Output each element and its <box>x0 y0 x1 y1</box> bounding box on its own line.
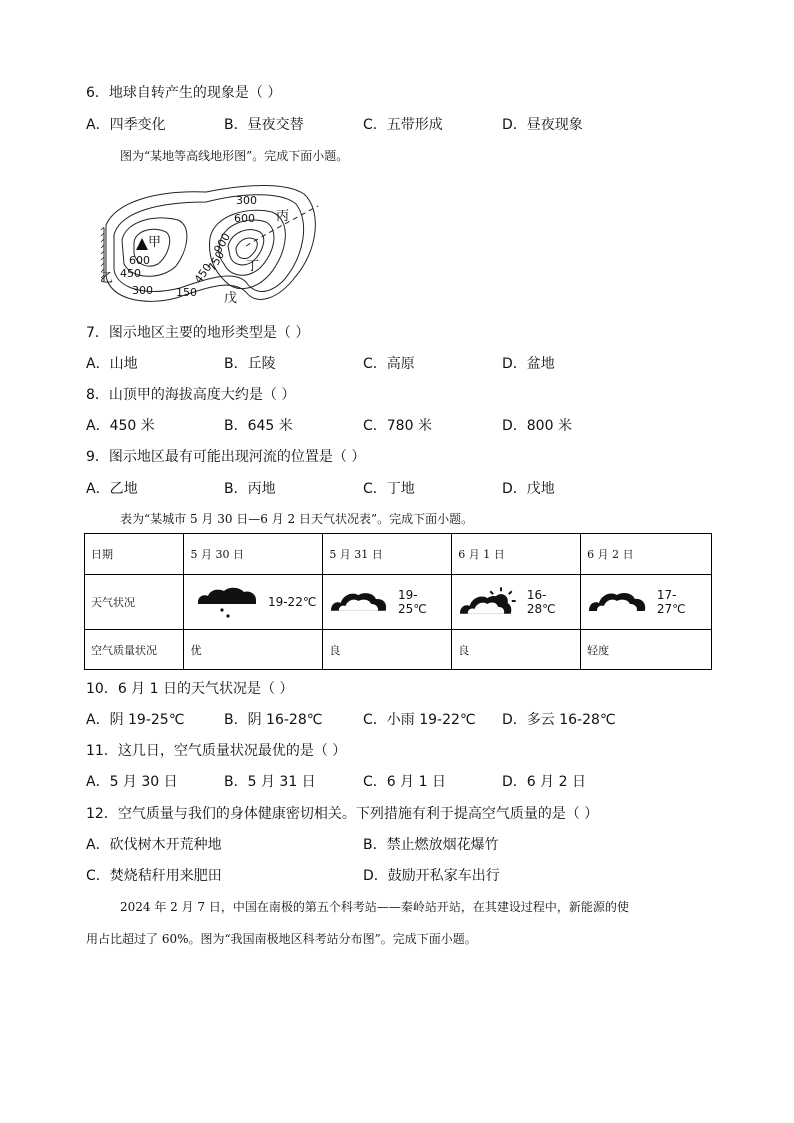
label-yi: 乙 <box>100 271 114 286</box>
date-cell: 5 月 31 日 <box>323 534 452 575</box>
peak-triangle-icon <box>136 238 148 250</box>
row-label-date: 日期 <box>85 534 184 575</box>
q11-option-d: D．6 月 2 日 <box>502 774 586 790</box>
table-intro: 表为“某城市 5 月 30 日—6 月 2 日天气状况表”。完成下面小题。 <box>120 512 474 526</box>
q11-option-b: B．5 月 31 日 <box>224 774 316 790</box>
weather-table <box>84 533 712 670</box>
date-cell: 6 月 1 日 <box>452 534 581 575</box>
q11-option-a: A．5 月 30 日 <box>86 774 178 790</box>
q10-option-a: A．阴 19-25℃ <box>86 712 185 728</box>
question-12-stem: 12．空气质量与我们的身体健康密切相关。下列措施有利于提高空气质量的是（ ） <box>86 806 599 822</box>
air-quality-cell: 优 <box>184 630 323 670</box>
label-bing: 丙 <box>276 209 290 224</box>
weather-cell <box>581 575 712 630</box>
q6-option-b: B．昼夜交替 <box>224 117 304 133</box>
table-row-date <box>85 534 712 575</box>
q7-option-b: B．丘陵 <box>224 356 276 372</box>
contour-label-750: 750 <box>205 248 228 274</box>
weather-cell <box>452 575 581 630</box>
contour-label-150: 150 <box>176 286 197 299</box>
temp-value: 16-28℃ <box>526 588 556 616</box>
temp-value: 19-25℃ <box>397 588 427 616</box>
label-jia: 甲 <box>148 235 162 250</box>
weather-cell <box>323 575 452 630</box>
table-row-weather <box>85 575 712 630</box>
question-8-stem: 8．山顶甲的海拔高度大约是（ ） <box>86 387 296 403</box>
contour-label-450-left: 450 <box>120 267 141 280</box>
q8-option-c: C．780 米 <box>363 418 432 434</box>
contour-label-900: 900 <box>211 230 234 256</box>
contour-label-600-left: 600 <box>129 254 150 267</box>
partly-cloudy-icon <box>458 586 517 618</box>
label-wu: 戊 <box>224 291 238 306</box>
weather-cell <box>184 575 323 630</box>
overcast-icon <box>587 589 647 615</box>
q8-option-d: D．800 米 <box>502 418 572 434</box>
contour-label-300-bottom: 300 <box>132 284 153 297</box>
q7-option-c: C．高原 <box>363 356 415 372</box>
contour-label-450-right: 450 <box>191 261 215 286</box>
question-11-stem: 11．这几日，空气质量状况最优的是（ ） <box>86 743 347 759</box>
final-intro-line-1: 2024 年 2 月 7 日，中国在南极的第五个科考站——秦岭站开站，在其建设过程中，新能源的使 <box>120 900 629 914</box>
q10-option-d: D．多云 16-28℃ <box>502 712 616 728</box>
q8-option-b: B．645 米 <box>224 418 293 434</box>
temp-value: 17-27℃ <box>656 588 686 616</box>
row-label-weather: 天气状况 <box>85 575 184 630</box>
q9-option-b: B．丙地 <box>224 481 276 497</box>
date-cell: 5 月 30 日 <box>184 534 323 575</box>
question-7-stem: 7．图示地区主要的地形类型是（ ） <box>86 325 310 341</box>
air-quality-cell: 轻度 <box>581 630 712 670</box>
q12-option-a: A．砍伐树木开荒种地 <box>86 837 222 853</box>
air-quality-cell: 良 <box>452 630 581 670</box>
question-6-stem: 6．地球自转产生的现象是（ ） <box>86 85 282 101</box>
q9-option-a: A．乙地 <box>86 481 138 497</box>
q12-option-b: B．禁止燃放烟花爆竹 <box>363 837 499 853</box>
q6-option-d: D．昼夜现象 <box>502 117 583 133</box>
table-row-air-quality <box>85 630 712 670</box>
date-cell: 6 月 2 日 <box>581 534 712 575</box>
q11-option-c: C．6 月 1 日 <box>363 774 446 790</box>
q10-option-b: B．阴 16-28℃ <box>224 712 323 728</box>
final-intro-line-2: 用占比超过了 60%。图为“我国南极地区科考站分布图”。完成下面小题。 <box>86 932 477 946</box>
q12-option-c: C．焚烧秸秆用来肥田 <box>86 868 222 884</box>
q7-option-d: D．盆地 <box>502 356 555 372</box>
temp-value: 19-22℃ <box>267 595 317 609</box>
question-10-stem: 10．6 月 1 日的天气状况是（ ） <box>86 681 294 697</box>
light-rain-icon <box>196 586 258 618</box>
question-9-stem: 9．图示地区最有可能出现河流的位置是（ ） <box>86 449 366 465</box>
air-quality-cell: 良 <box>323 630 452 670</box>
map-intro: 图为“某地等高线地形图”。完成下面小题。 <box>120 149 349 163</box>
q6-option-c: C．五带形成 <box>363 117 443 133</box>
contour-label-600-right: 600 <box>234 212 255 225</box>
row-label-air-quality: 空气质量状况 <box>85 630 184 670</box>
q8-option-a: A．450 米 <box>86 418 155 434</box>
contour-map <box>96 180 328 308</box>
q10-option-c: C．小雨 19-22℃ <box>363 712 476 728</box>
label-ding: 丁 <box>246 259 260 274</box>
q12-option-d: D．鼓励开私家车出行 <box>363 868 500 884</box>
q6-option-a: A．四季变化 <box>86 117 166 133</box>
q7-option-a: A．山地 <box>86 356 138 372</box>
contour-label-300-top: 300 <box>236 194 257 207</box>
overcast-icon <box>329 589 388 615</box>
q9-option-d: D．戊地 <box>502 481 555 497</box>
q9-option-c: C．丁地 <box>363 481 415 497</box>
